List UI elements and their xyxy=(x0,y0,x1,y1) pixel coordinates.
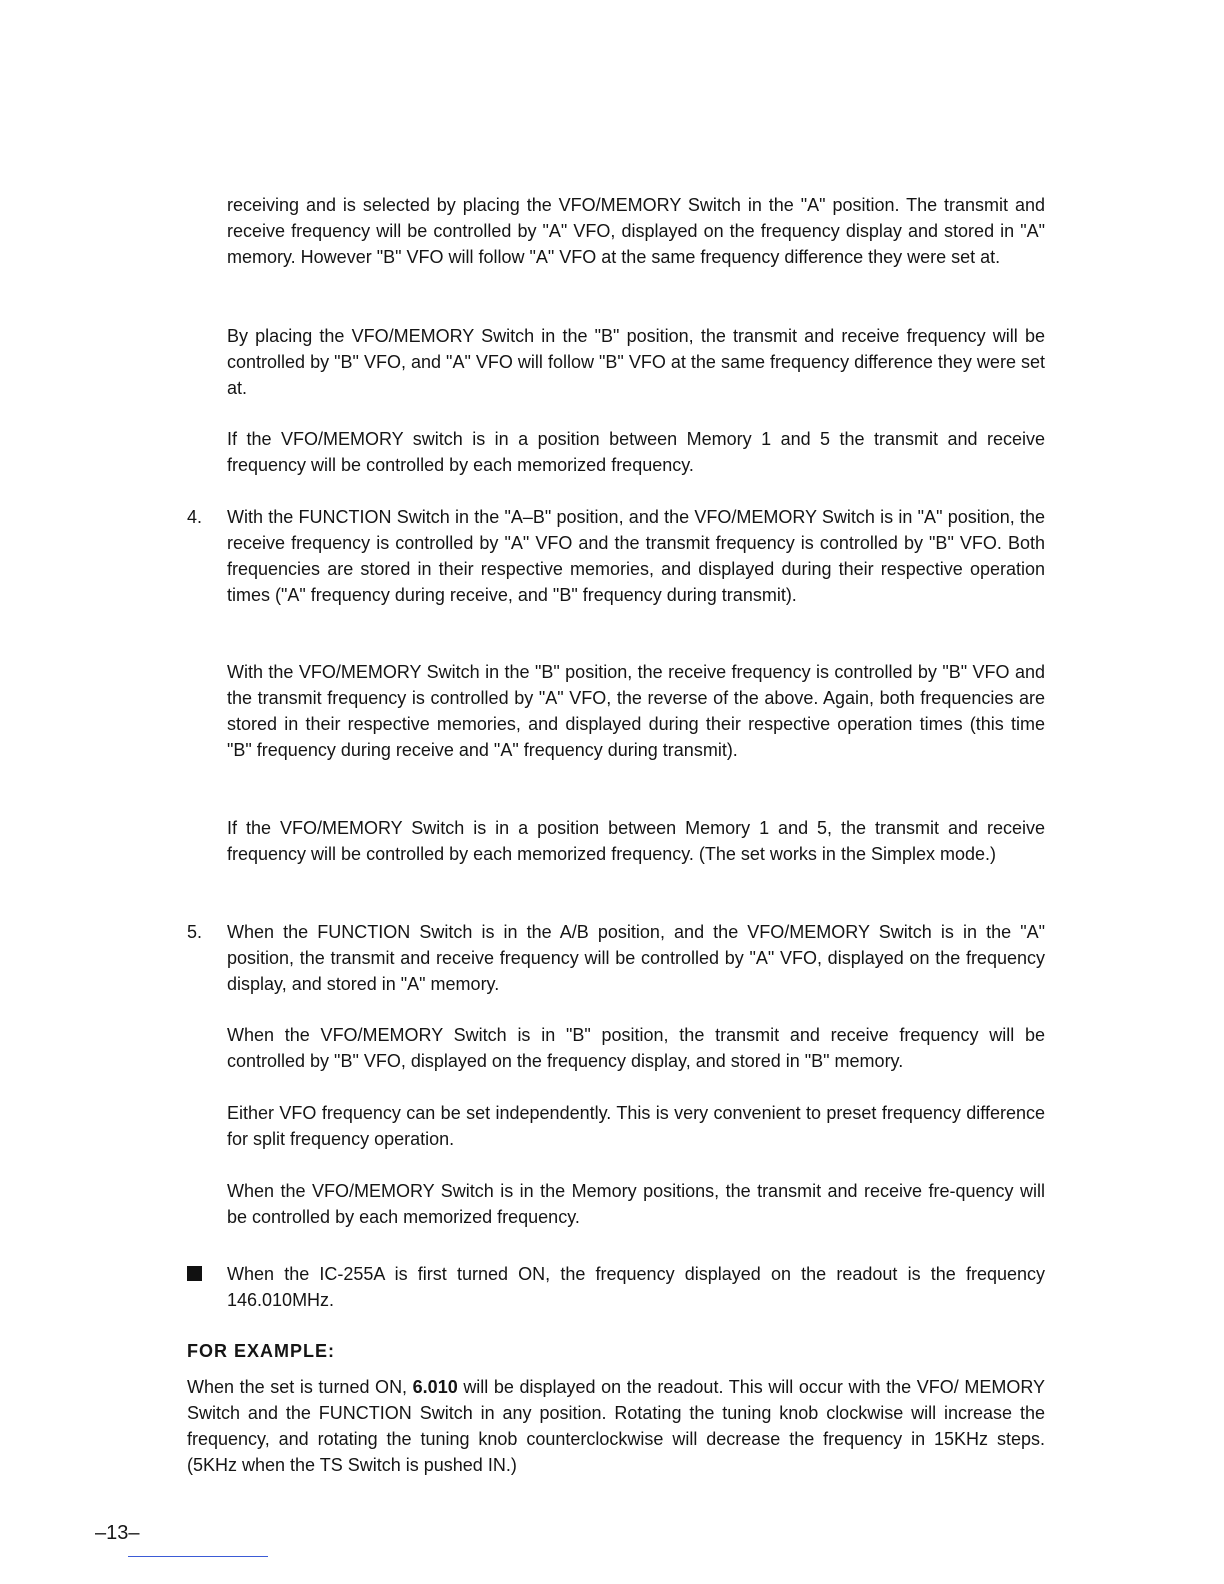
page-number: –13– xyxy=(95,1522,140,1544)
square-bullet-icon xyxy=(187,1266,202,1281)
list-item-4-text: With the FUNCTION Switch in the "A–B" position, and the VFO/MEMORY Switch is in "A" position, the receive frequency is controlled by "A" VFO and the transmit frequency is controlled by "B" VFO. Both frequencies are stored in their respective memories, and displayed during their respective operation times ("A" frequency during receive, and "B" frequency during transmit). xyxy=(227,507,1045,605)
footer-rule xyxy=(128,1556,268,1557)
example-heading: FOR EXAMPLE: xyxy=(187,1341,336,1361)
paragraph-memory-control: When the VFO/MEMORY Switch is in the Memory positions, the transmit and receive fre-quency will be controlled by each memorized frequency. xyxy=(227,1181,1045,1227)
list-number-5: 5. xyxy=(187,922,203,942)
example-bold-value: 6.010 xyxy=(412,1377,458,1397)
list-item-5-text: When the FUNCTION Switch is in the A/B position, and the VFO/MEMORY Switch is in the "A" position, the transmit and receive frequency will be controlled by "A" VFO, displayed on the frequency display, and stored in "A" memory. xyxy=(227,922,1045,994)
paragraph-independent-vfo: Either VFO frequency can be set independently. This is very convenient to preset frequency difference for split frequency operation. xyxy=(227,1103,1045,1149)
example-text-before: When the set is turned ON, xyxy=(187,1377,413,1397)
paragraph-reverse-mode: With the VFO/MEMORY Switch in the "B" position, the receive frequency is controlled by "B" VFO and the transmit frequency is controlled by "A" VFO, the reverse of the above. Again, both frequencies are stored in their respective memories, and displayed during their respective operation times (this time "B" frequency during receive and "A" frequency during transmit). xyxy=(227,662,1045,760)
example-text-after: will be displayed on the readout. This will occur with the VFO/ MEMORY Switch and the FUNCTION Switch in any position. Rotating the tuning knob clockwise will increase the frequency, and rotating the tuning knob counterclockwise will decrease the frequency in 15KHz steps. (5KHz when the TS Switch is pushed IN.) xyxy=(187,1377,1046,1475)
example-paragraph xyxy=(187,1374,1045,1478)
paragraph-power-on-frequency: When the IC-255A is first turned ON, the frequency displayed on the readout is the frequency 146.010MHz. xyxy=(227,1264,1045,1310)
paragraph-vfo-b-selection: By placing the VFO/MEMORY Switch in the "B" position, the transmit and receive frequency will be controlled by "B" VFO, and "A" VFO will follow "B" VFO at the same frequency difference they were set at. xyxy=(227,326,1045,398)
paragraph-vfo-a-selection: receiving and is selected by placing the VFO/MEMORY Switch in the "A" position. The transmit and receive frequency will be controlled by "A" VFO, displayed on the frequency display and stored in "A" memory. However "B" VFO will follow "A" VFO at the same frequency difference they were set at. xyxy=(227,195,1045,267)
paragraph-simplex-mode: If the VFO/MEMORY Switch is in a position between Memory 1 and 5, the transmit and receive frequency will be controlled by each memorized frequency. (The set works in the Simplex mode.) xyxy=(227,818,1045,864)
paragraph-ab-b-position: When the VFO/MEMORY Switch is in "B" position, the transmit and receive frequency will be controlled by "B" VFO, displayed on the frequency display, and stored in "B" memory. xyxy=(227,1025,1045,1071)
paragraph-memory-positions: If the VFO/MEMORY switch is in a position between Memory 1 and 5 the transmit and receive frequency will be controlled by each memorized frequency. xyxy=(227,429,1045,475)
list-number-4: 4. xyxy=(187,507,203,527)
